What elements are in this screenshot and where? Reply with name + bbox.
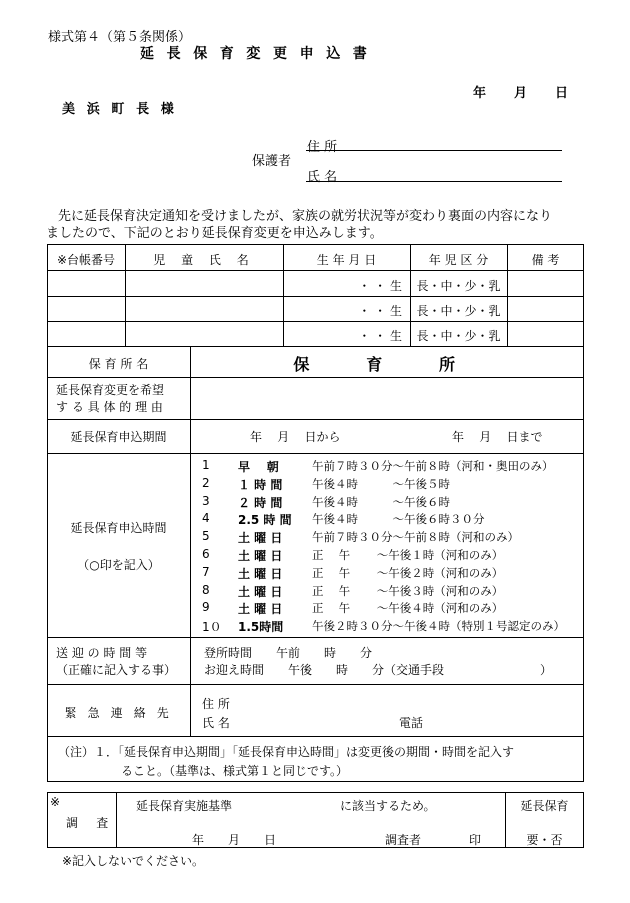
header-child-name: 児 童 氏 名	[153, 253, 255, 267]
addressee: 美浜町長様	[62, 102, 186, 117]
time-option-number[interactable]: 2	[202, 475, 210, 490]
time-option-number[interactable]: 7	[202, 564, 210, 579]
contact-name-label: 氏 名	[202, 716, 230, 730]
intro-line-2: ましたので、下記のとおり延長保育変更を申込みします。	[46, 226, 383, 241]
time-note: （○印を記入）	[77, 558, 160, 572]
birthdate-cell-2[interactable]: ・ ・ 生	[358, 304, 402, 318]
header-remarks: 備 考	[531, 253, 560, 267]
review-label: 調 査	[66, 816, 116, 830]
review-box	[47, 792, 584, 848]
time-option-name: 2.5 時 間	[238, 513, 292, 528]
date-month: 月	[514, 86, 528, 101]
time-option-name: 土 曜 日	[238, 566, 283, 581]
time-option-number[interactable]: 9	[202, 600, 210, 615]
time-option-name: 1.5時間	[238, 620, 284, 635]
review-reviewer[interactable]: 調査者 印	[385, 833, 482, 847]
date-year: 年	[473, 86, 487, 101]
category-cell-3[interactable]: 長・中・少・乳	[416, 329, 501, 343]
time-label: 延長保育申込時間	[70, 521, 167, 535]
review-result-value[interactable]: 要・否	[526, 833, 563, 847]
time-option-name: １ 時 間	[238, 477, 283, 492]
review-result-label: 延長保育	[520, 799, 569, 813]
time-option-range: 午後４時 ～午後５時	[312, 476, 450, 491]
birthdate-cell-1[interactable]: ・ ・ 生	[358, 279, 402, 293]
time-option-name: 土 曜 日	[238, 584, 283, 599]
guardian-name-line[interactable]	[306, 181, 562, 182]
contact-address-label: 住 所	[202, 697, 230, 711]
time-option-range: 正 午 ～午後１時（河和のみ）	[312, 548, 504, 562]
footer-note: ※記入しないでください。	[62, 854, 205, 868]
time-option-range: 午前７時３０分～午前８時（河和・奥田のみ）	[312, 459, 554, 473]
time-option-number[interactable]: 8	[202, 582, 210, 597]
note-line-2: ること。（基準は、様式第１と同じです。）	[121, 764, 349, 778]
contact-phone-label: 電話	[399, 716, 424, 730]
header-ledger-no: ※台帳番号	[56, 253, 116, 267]
page-title: 延長保育変更申込書	[140, 46, 380, 62]
period-to[interactable]: 年 月 日まで	[452, 430, 543, 444]
pickup-departure[interactable]: お迎え時間 午後 時 分（交通手段 ）	[204, 663, 553, 677]
category-cell-1[interactable]: 長・中・少・乳	[416, 279, 501, 293]
pickup-label-2: （正確に記入する事）	[56, 663, 177, 677]
note-line-1: （注）１．「延長保育申込期間」「延長保育申込時間」は変更後の期間・時間を記入す	[58, 745, 515, 759]
time-option-number[interactable]: 5	[202, 529, 210, 544]
time-option-range: 正 午 ～午後３時（河和のみ）	[312, 583, 504, 598]
period-from[interactable]: 年 月 日から	[250, 430, 341, 444]
nursery-value[interactable]: 保 育 所	[293, 355, 481, 374]
time-option-name: ２ 時 間	[238, 495, 283, 510]
review-mark: ※	[50, 795, 61, 809]
form-number: 様式第４（第５条関係）	[48, 30, 192, 45]
category-cell-2[interactable]: 長・中・少・乳	[416, 304, 501, 318]
time-option-name: 土 曜 日	[238, 549, 283, 563]
time-option-number[interactable]: 1０	[202, 620, 222, 635]
review-applies: に該当するため。	[340, 799, 436, 813]
pickup-arrival[interactable]: 登所時間 午前 時 分	[204, 646, 373, 660]
time-option-number[interactable]: 1	[202, 458, 210, 472]
header-age-category: 年 児 区 分	[428, 253, 489, 267]
reason-label-1: 延長保育変更を希望	[56, 383, 165, 397]
review-date[interactable]: 年 月 日	[192, 833, 277, 847]
intro-line-1: 先に延長保育決定通知を受けましたが、家族の就労状況等が変わり裏面の内容になり	[58, 209, 553, 224]
time-option-number[interactable]: 6	[202, 547, 210, 561]
time-option-range: 午前７時３０分～午前８時（河和のみ）	[312, 530, 519, 545]
nursery-label: 保 育 所 名	[88, 357, 149, 371]
reason-label-2: す る 具 体 的 理 由	[56, 400, 163, 414]
time-option-number[interactable]: 3	[202, 493, 210, 508]
contact-label: 緊 急 連 絡 先	[64, 706, 173, 720]
pickup-label-1: 送 迎 の 時 間 等	[56, 646, 148, 660]
header-birthdate: 生 年 月 日	[316, 253, 377, 267]
time-option-range: 午後４時 ～午後６時	[312, 494, 450, 509]
guardian-address-label: 住 所	[307, 140, 338, 155]
time-option-range: 午後４時 ～午後６時３０分	[312, 512, 485, 527]
guardian-name-label: 氏 名	[307, 170, 338, 185]
guardian-address-line[interactable]	[306, 150, 562, 151]
date-day: 日	[555, 86, 569, 101]
birthdate-cell-3[interactable]: ・ ・ 生	[358, 329, 402, 343]
time-option-name: 土 曜 日	[238, 531, 283, 546]
guardian-label: 保護者	[252, 154, 292, 169]
time-option-range: 午後２時３０分～午後４時（特別１号認定のみ）	[312, 619, 565, 634]
time-option-range: 正 午 ～午後４時（河和のみ）	[312, 601, 504, 616]
time-option-name: 土 曜 日	[238, 602, 283, 617]
time-option-number[interactable]: 4	[202, 511, 210, 526]
time-option-range: 正 午 ～午後２時（河和のみ）	[312, 565, 504, 580]
review-criteria: 延長保育実施基準	[136, 799, 233, 813]
time-option-name: 早 朝	[238, 460, 279, 474]
period-label: 延長保育申込期間	[70, 430, 167, 444]
